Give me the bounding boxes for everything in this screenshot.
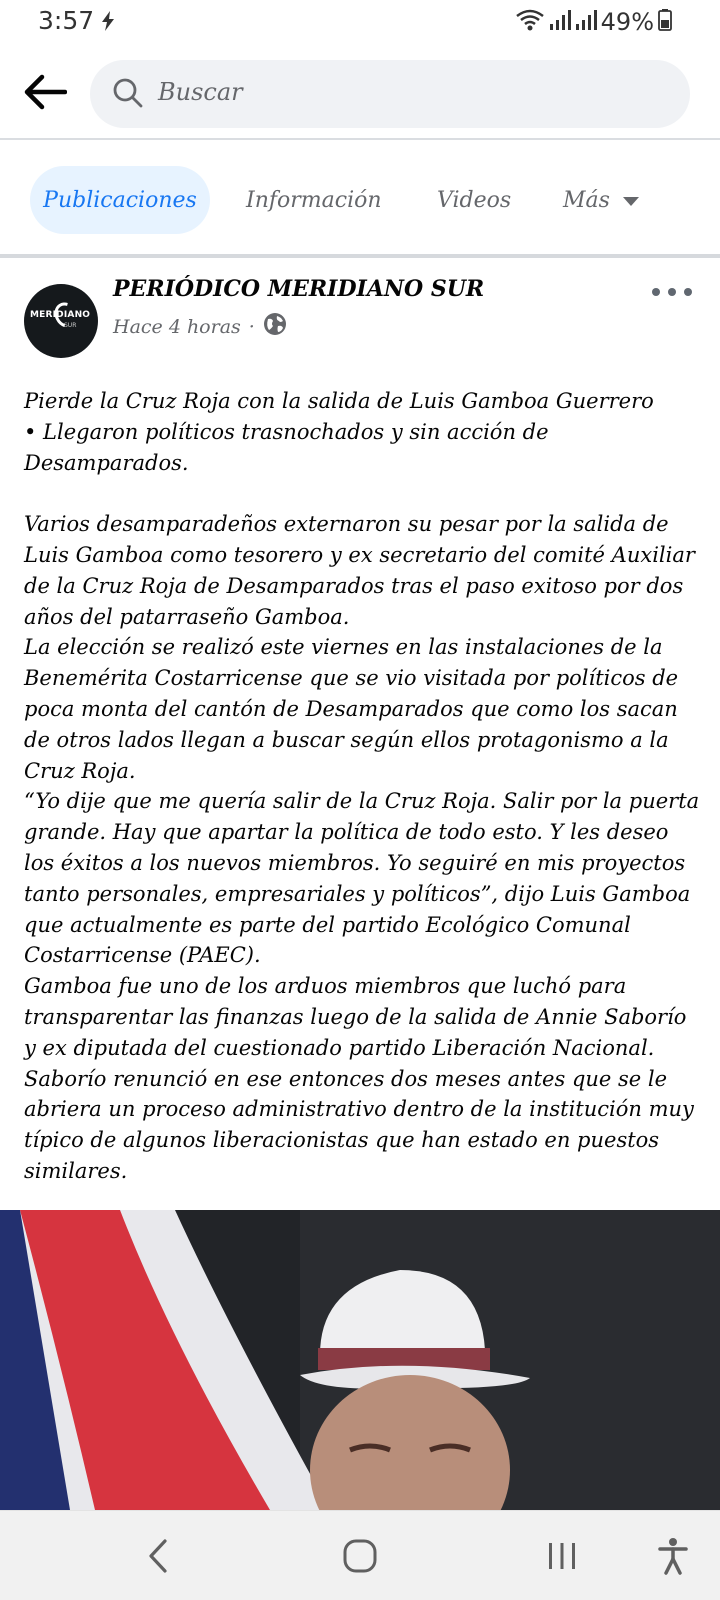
post-photo[interactable]	[0, 1210, 720, 1510]
post-paragraph-blank	[24, 478, 704, 509]
signal-icon	[575, 9, 597, 35]
post-paragraph: Pierde la Cruz Roja con la salida de Luis Gamboa Guerrero • Llegaron políticos trasnochados y sin acción de Desamparados.	[24, 389, 654, 475]
battery-percent: 49%	[600, 8, 654, 36]
avatar[interactable]	[24, 284, 98, 358]
signal-icon	[549, 9, 571, 35]
search-placeholder: Buscar	[158, 78, 243, 106]
tab-mas[interactable]	[563, 166, 640, 234]
more-options-button[interactable]	[652, 282, 692, 302]
globe-icon	[263, 312, 287, 341]
back-nav-button[interactable]	[133, 1533, 183, 1579]
back-button[interactable]	[20, 70, 70, 114]
search-icon	[112, 77, 144, 113]
system-nav-bar	[0, 1510, 720, 1600]
avatar-logo-text: MERIDIANO	[30, 310, 91, 320]
photo-image	[0, 1210, 720, 1510]
tab-informacion[interactable]: Información	[246, 187, 382, 213]
search-input[interactable]	[90, 60, 690, 128]
tab-publicaciones[interactable]: Publicaciones	[30, 166, 210, 234]
recents-nav-icon	[547, 1541, 577, 1571]
meta-separator: ·	[248, 315, 255, 338]
post-text	[24, 386, 704, 1187]
back-nav-icon	[147, 1538, 169, 1574]
avatar-logo-sub: SUR	[64, 322, 77, 329]
tab-videos[interactable]: Videos	[437, 187, 512, 213]
status-icons	[515, 8, 672, 36]
tab-mas-label: Más	[563, 187, 610, 213]
post-paragraph: “Yo dije que me quería salir de la Cruz Roja. Salir por la puerta grande. Hay que apartar la política de todo esto. Y les deseo los éxitos a los nuevos miembros. Yo seguiré en mis proyectos tanto personales, empresariales y políticos”, dijo Luis Gamboa que actualmente es parte del partido Ecológico Comunal Costarricense (PAEC).	[24, 789, 700, 968]
more-dot	[684, 288, 692, 296]
page-name[interactable]: PERIÓDICO MERIDIANO SUR	[113, 276, 485, 302]
recents-nav-button[interactable]	[537, 1533, 587, 1579]
status-time: 3:57	[38, 6, 95, 35]
more-horizontal-icon	[652, 288, 660, 296]
home-nav-icon	[342, 1538, 378, 1574]
status-bar	[0, 0, 720, 44]
home-nav-button[interactable]	[335, 1533, 385, 1579]
accessibility-icon	[658, 1537, 688, 1575]
arrow-left-icon	[23, 74, 67, 110]
more-dot	[668, 288, 676, 296]
post-paragraph: Varios desamparadeños externaron su pesar por la salida de Luis Gamboa como tesorero y ex secretario del comité Auxiliar de la Cruz Roja de Desamparados tras el paso exitoso por dos años del patarraseño Gamboa.	[24, 512, 695, 629]
wifi-icon	[515, 8, 545, 36]
post-paragraph: Gamboa fue uno de los arduos miembros que luchó para transparentar las finanzas luego de la salida de Annie Saborío y ex diputada del cuestionado partido Liberación Nacional. Saborío renunció en ese entonces dos meses antes que se le abriera un proceso administrativo dentro de la institución muy típico de algunos liberacionistas que han estado en puestos similares.	[24, 974, 694, 1183]
battery-icon	[658, 9, 672, 35]
post-time[interactable]: Hace 4 horas	[113, 315, 241, 338]
post-meta	[113, 312, 287, 341]
search-header	[0, 44, 720, 140]
post-paragraph: La elección se realizó este viernes en las instalaciones de la Benemérita Costarricense que se vio visitada por políticos de poca monta del cantón de Desamparados que como los sacan de otros lados llegan a buscar según ellos protagonismo a la Cruz Roja.	[24, 635, 679, 783]
post-header	[0, 262, 720, 372]
bolt-icon	[100, 10, 116, 36]
tabs-bar	[0, 140, 720, 258]
caret-down-icon	[622, 188, 640, 213]
accessibility-button[interactable]	[648, 1533, 698, 1579]
